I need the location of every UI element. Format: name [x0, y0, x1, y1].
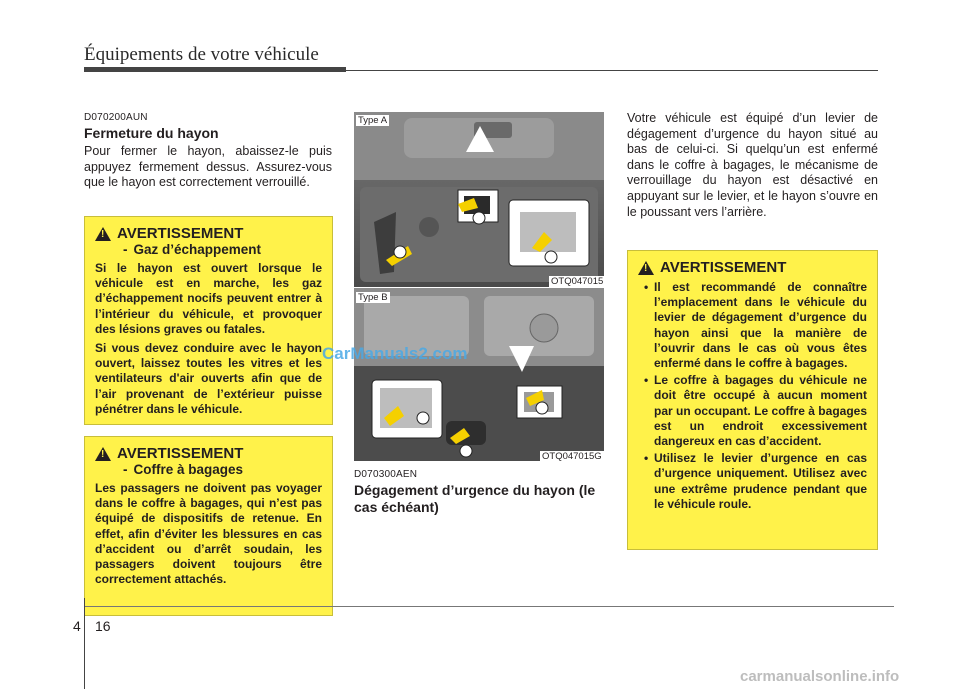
warning-title: AVERTISSEMENT	[660, 259, 787, 276]
section-title: Fermeture du hayon	[84, 125, 219, 141]
body-text: Pour fermer le hayon, abaissez-le puis appuyez fermement dessus. Assurez-vous que le hayon est correctement verrouillé.	[84, 144, 332, 190]
chapter-number: 4	[73, 618, 81, 634]
warning-subtitle: - Gaz d’échappement	[123, 242, 262, 257]
warning-paragraph: Les passagers ne doivent pas voyager dans le coffre à bagages, qui n’est pas équipé de dispositifs de retenue. En effet, afin d’éviter les blessures en cas d’accident ou d’arrêt soudain, les passagers doivent toujours être correctement attachés.	[95, 481, 322, 587]
tailgate-type-b-illustration	[354, 288, 604, 461]
warning-paragraph: Si le hayon est ouvert lorsque le véhicule est en marche, les gaz d’échappement nocifs peuvent entrer à l’intérieur du véhicule, et provoquer des lésions graves ou fatales.	[95, 261, 322, 336]
footer-rule	[84, 606, 894, 607]
watermark: CarManuals2.com	[322, 344, 468, 363]
tailgate-type-a-illustration	[354, 112, 604, 287]
section-title: Dégagement d’urgence du hayon (le cas échéant)	[354, 482, 596, 515]
warning-header	[638, 259, 867, 276]
warning-triangle-icon	[95, 447, 111, 461]
photo-type-a-code: OTQ047015	[551, 276, 604, 287]
photo-type-a	[354, 112, 604, 287]
warning-subtitle-text: Gaz d’échappement	[133, 242, 262, 257]
warning-triangle-icon	[95, 227, 111, 241]
footer-divider	[84, 598, 85, 689]
warning-subtitle-text: Coffre à bagages	[133, 462, 244, 477]
header-rule	[84, 67, 346, 72]
warning-list	[638, 280, 867, 512]
photo-type-a-label: Type A	[358, 115, 388, 126]
site-watermark: carmanualsonline.info	[740, 668, 900, 685]
warning-list-item: • Le coffre à bagages du véhicule ne doit être occupé à aucun moment par un occupant. Le coffre à bagages est un endroit excessivement dangereux en cas d’accident.	[638, 373, 867, 449]
header-title: Équipements de votre véhicule	[84, 44, 319, 65]
warning-box-emergency	[627, 250, 878, 550]
warning-header	[95, 445, 322, 462]
photo-type-b	[354, 288, 604, 461]
page-number: 16	[95, 618, 111, 634]
section-code: D070300AEN	[354, 469, 418, 480]
warning-triangle-icon	[638, 261, 654, 275]
warning-box-exhaust	[84, 216, 333, 425]
warning-paragraph: Si vous devez conduire avec le hayon ouvert, laissez toutes les vitres et les ventilateurs d'air ouverts afin que de l’air provenant de l’extérieur puisse pénétrer dans le véhicule.	[95, 341, 322, 416]
warning-header	[95, 225, 322, 242]
warning-title: AVERTISSEMENT	[117, 225, 244, 242]
body-text: Votre véhicule est équipé d’un levier de dégagement d’urgence du hayon situé au bas de celui-ci. Si quelqu’un est enfermé dans le coffre à bagages, le mécanisme de verrouillage du hayon est désactivé en appuyant sur le levier, et le hayon s’ouvre en le poussant vers l’arrière.	[627, 111, 878, 219]
photo-type-b-label: Type B	[358, 292, 388, 303]
warning-box-cargo	[84, 436, 333, 616]
warning-list-item: • Il est recommandé de connaître l’emplacement dans le véhicule du levier de dégagement d’urgence du hayon ainsi que la manière de l’ouvrir dans le cas où vous êtes enfermé dans le coffre à bagages.	[638, 280, 867, 371]
warning-list-item: • Utilisez le levier d’urgence en cas d’urgence uniquement. Utilisez avec une extrême prudence pendant que le véhicule roule.	[638, 451, 867, 512]
photo-type-b-code: OTQ047015G	[542, 451, 602, 462]
section-code: D070200AUN	[84, 112, 148, 123]
warning-title: AVERTISSEMENT	[117, 445, 244, 462]
warning-subtitle: - Coffre à bagages	[123, 462, 244, 477]
header-rule-thin	[346, 70, 878, 71]
